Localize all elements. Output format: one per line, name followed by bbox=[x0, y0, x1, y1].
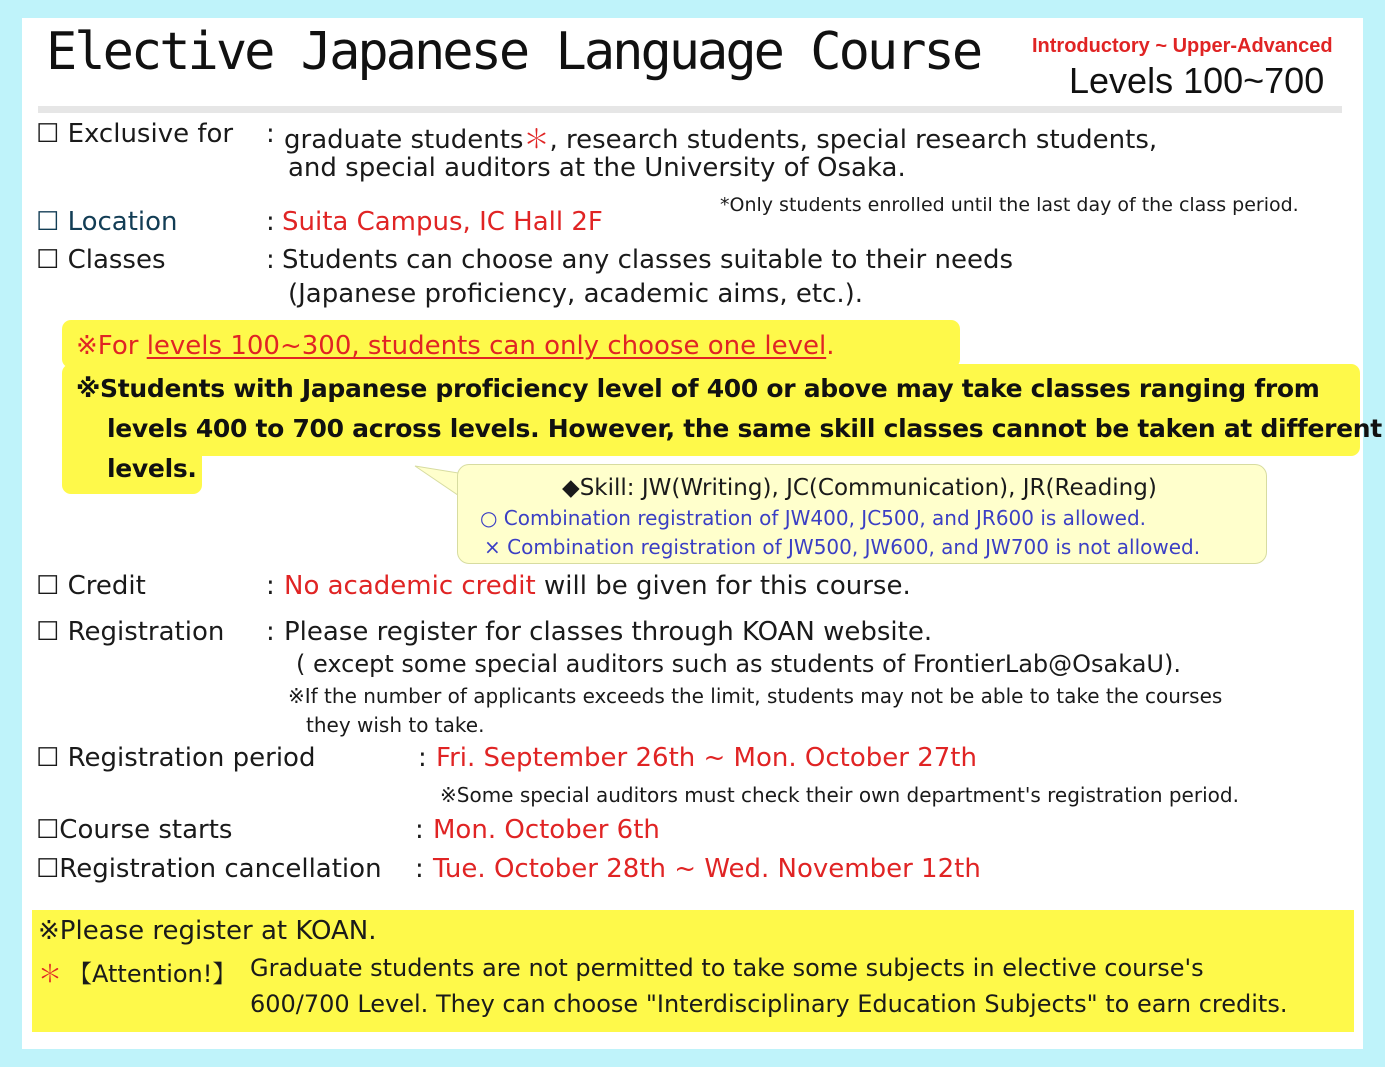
classes-line-1: Students can choose any classes suitable to their needs bbox=[282, 245, 1014, 275]
credit-value bbox=[284, 571, 911, 601]
level-range-label: Introductory ~ Upper-Advanced bbox=[1032, 35, 1333, 57]
cancellation-label: ☐Registration cancellation bbox=[36, 854, 382, 884]
skill-not-allowed: × Combination registration of JW500, JW600, and JW700 is not allowed. bbox=[484, 535, 1201, 559]
credit-rest: will be given for this course. bbox=[535, 571, 911, 601]
footer-asterisk: ＊ bbox=[38, 960, 62, 988]
classes-line-2: (Japanese proficiency, academic aims, etc.). bbox=[288, 279, 864, 309]
registration-period-label: ☐ Registration period bbox=[36, 743, 316, 773]
notice-two-line-1: ※Students with Japanese proficiency level of 400 or above may take classes ranging from bbox=[76, 374, 1320, 403]
notice-two-line-3: levels. bbox=[107, 454, 197, 483]
registration-line-1: Please register for classes through KOAN website. bbox=[284, 617, 933, 647]
exclusive-graduate: graduate students bbox=[284, 125, 524, 155]
notice-one-level bbox=[76, 331, 834, 361]
registration-period-colon: : bbox=[418, 743, 427, 773]
registration-period-note: ※Some special auditors must check their own department's registration period. bbox=[440, 783, 1239, 807]
asterisk-mark: ＊ bbox=[523, 125, 550, 155]
notice-two-line-2: levels 400 to 700 across levels. However, the same skill classes cannot be taken at different bbox=[107, 414, 1382, 443]
notice-one-suffix: . bbox=[826, 331, 835, 361]
credit-label: ☐ Credit bbox=[36, 571, 146, 601]
exclusive-line-2: and special auditors at the University of Osaka. bbox=[288, 153, 906, 183]
skill-allowed: ○ Combination registration of JW400, JC500, and JR600 is allowed. bbox=[480, 506, 1147, 530]
location-label: ☐ Location bbox=[36, 207, 178, 237]
registration-note-2: they wish to take. bbox=[306, 713, 485, 737]
course-flyer bbox=[22, 18, 1382, 1049]
classes-colon: : bbox=[266, 245, 275, 275]
exclusive-others: , research students, special research students, bbox=[549, 125, 1158, 155]
location-colon: : bbox=[266, 207, 275, 237]
credit-none: No academic credit bbox=[284, 571, 536, 601]
header-divider bbox=[38, 106, 1342, 113]
footer-line-2: Graduate students are not permitted to take some subjects in elective course's bbox=[250, 954, 1204, 982]
course-starts-colon: : bbox=[415, 815, 424, 845]
registration-period-value: Fri. September 26th ~ Mon. October 27th bbox=[436, 743, 977, 773]
credit-colon: : bbox=[266, 571, 275, 601]
footer-line-3: 600/700 Level. They can choose "Interdisciplinary Education Subjects" to earn credits. bbox=[250, 990, 1288, 1018]
skill-line: ◆Skill: JW(Writing), JC(Communication), JR(Reading) bbox=[562, 475, 1157, 501]
exclusive-line-1 bbox=[284, 119, 1157, 156]
registration-colon: : bbox=[266, 617, 275, 647]
exclusive-label: ☐ Exclusive for bbox=[36, 119, 234, 149]
notice-one-prefix: ※For bbox=[76, 331, 147, 361]
location-value: Suita Campus, IC Hall 2F bbox=[282, 207, 603, 237]
footer-line-1: ※Please register at KOAN. bbox=[38, 916, 377, 946]
classes-label: ☐ Classes bbox=[36, 245, 166, 275]
exclusive-colon: : bbox=[266, 119, 275, 149]
registration-label: ☐ Registration bbox=[36, 617, 225, 647]
levels-label: Levels 100~700 bbox=[1069, 60, 1325, 101]
cancellation-value: Tue. October 28th ~ Wed. November 12th bbox=[433, 854, 981, 884]
registration-line-2: ( except some special auditors such as students of FrontierLab@OsakaU). bbox=[296, 650, 1181, 678]
registration-note-1: ※If the number of applicants exceeds the limit, students may not be able to take the courses bbox=[288, 684, 1223, 708]
skill-callout bbox=[457, 464, 1267, 564]
footer-notice bbox=[32, 910, 1354, 1032]
page-title: Elective Japanese Language Course bbox=[46, 22, 981, 82]
exclusive-note: *Only students enrolled until the last day of the class period. bbox=[720, 194, 1299, 216]
course-starts-value: Mon. October 6th bbox=[433, 815, 660, 845]
footer-attention: 【Attention!】 bbox=[68, 960, 237, 988]
notice-one-underlined: levels 100~300, students can only choose one level bbox=[146, 331, 827, 361]
cancellation-colon: : bbox=[415, 854, 424, 884]
course-starts-label: ☐Course starts bbox=[36, 815, 233, 845]
